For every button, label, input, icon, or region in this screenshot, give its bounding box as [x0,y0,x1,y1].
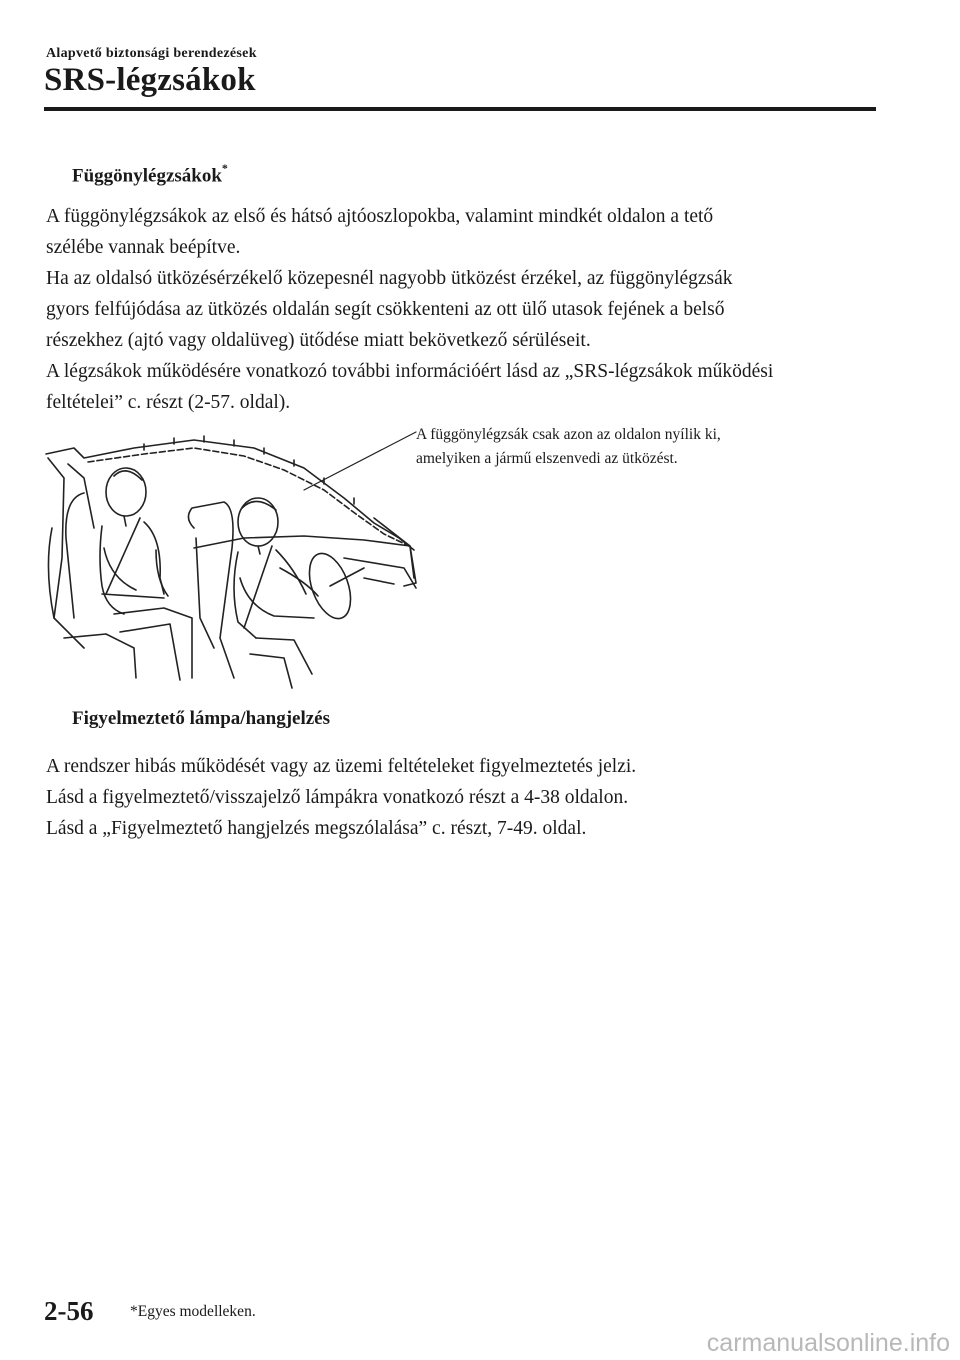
text-line: A függönylégzsákok az első és hátsó ajtóoszlopokba, valamint mindkét oldalon a tető [46,206,714,227]
optional-equipment-marker: * [221,161,228,175]
curtain-airbag-illustration [44,418,424,698]
warning-light-description [46,751,886,844]
text-line: A légzsákok működésére vonatkozó további információért lásd az „SRS-légzsákok működési [46,361,774,382]
title-divider [44,107,876,111]
text-line: szélébe vannak beépítve. [46,237,241,258]
text-line: gyors felfújódása az ütközés oldalán segít csökkenteni az ott ülő utasok fejének a belső [46,299,725,320]
site-watermark: carmanualsonline.info [706,1329,950,1357]
page-title: SRS-légzsákok [44,62,256,98]
text-line: Lásd a „Figyelmeztető hangjelzés megszólalása” c. részt, 7-49. oldal. [46,818,587,839]
text-line: feltételei” c. részt (2-57. oldal). [46,392,291,413]
footnote: *Egyes modelleken. [130,1303,256,1320]
text-line: Ha az oldalsó ütközésérzékelő közepesnél nagyobb ütközést érzékel, az függönylégzsák [46,268,733,289]
curtain-airbag-heading [72,163,228,187]
curtain-airbag-heading-text: Függönylégzsákok [72,165,222,187]
text-line: részekhez (ajtó vagy oldalüveg) ütődése miatt bekövetkező sérüléseit. [46,330,591,351]
curtain-airbag-description [46,201,886,418]
warning-light-heading: Figyelmeztető lámpa/hangjelzés [72,708,331,729]
section-name: Alapvető biztonsági berendezések [46,46,257,61]
text-line: Lásd a figyelmeztető/visszajelző lámpákra vonatkozó részt a 4-38 oldalon. [46,787,629,808]
callout-line: amelyiken a jármű elszenvedi az ütközést. [416,450,678,467]
callout-line: A függönylégzsák csak azon az oldalon nyílik ki, [416,426,721,443]
page-number: 2-56 [44,1296,94,1326]
illustration-callout [416,423,836,471]
text-line: A rendszer hibás működését vagy az üzemi feltételeket figyelmeztetés jelzi. [46,756,637,777]
